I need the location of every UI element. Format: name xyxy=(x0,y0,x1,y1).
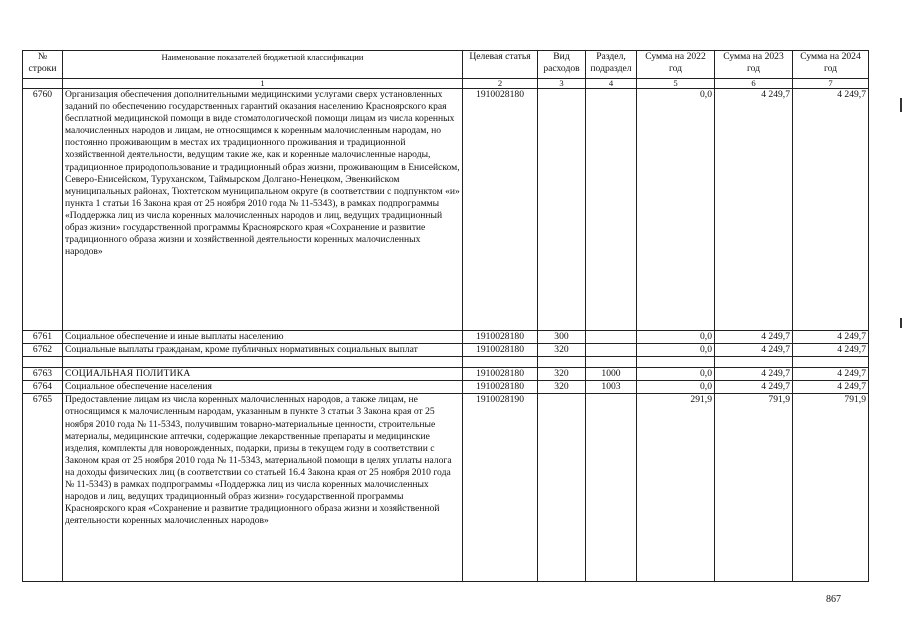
row-section xyxy=(586,394,637,582)
row-sum-2022: 0,0 xyxy=(637,331,715,344)
row-target: 1910028180 xyxy=(463,331,538,344)
header-row xyxy=(23,51,869,79)
header-type: Вид расходов xyxy=(538,51,586,79)
row-sum-2022: 0,0 xyxy=(637,368,715,381)
column-number: 4 xyxy=(586,79,637,89)
row-name: Социальное обеспечение и иные выплаты населению xyxy=(63,331,463,344)
row-type: 320 xyxy=(538,344,586,357)
row-num: 6764 xyxy=(23,381,63,394)
row-sum-2023: 4 249,7 xyxy=(715,368,793,381)
header-section: Раздел, подраздел xyxy=(586,51,637,79)
row-section: 1000 xyxy=(586,368,637,381)
row-name: Организация обеспечения дополнительными медицинскими услугами сверх установленных заданий по обеспечению государственных гарантий оказания населению Красноярского края бесплатной медицинской помощи в виде стоматологической помощи лицам из числа коренных малочисленных народов и лицам, не относящимся к коренным малочисленным народам, но постоянно проживающим в местах их традиционного проживания и традиционной хозяйственной деятельности, ведущим такие же, как и коренные малочисленные народы, традиционное природопользование и традиционный образ жизни, проживающим в Енисейском, Северо-Енисейском, Туруханском, Таймырском Долгано-Ненецком, Эвенкийском муниципальных районах, Тюхтетском муниципальном округе (в соответствии с подпунктом «и» пункта 1 статьи 16 Закона края от 25 ноября 2010 года № 11-5343), в рамках подпрограммы «Поддержка лиц из числа коренных малочисленных народов и лиц, ведущих традиционный образ жизни» государственной программы Красноярского края «Сохранение и развитие традиционного образа жизни и хозяйственной деятельности коренных малочисленных народов» xyxy=(63,89,463,331)
row-sum-2024: 4 249,7 xyxy=(793,331,869,344)
table-row xyxy=(23,368,869,381)
spacer-cell xyxy=(586,357,637,368)
header-sum-2024: Сумма на 2024 год xyxy=(793,51,869,79)
row-target: 1910028190 xyxy=(463,394,538,582)
column-number-blank xyxy=(23,79,63,89)
spacer-cell xyxy=(63,357,463,368)
row-target: 1910028180 xyxy=(463,344,538,357)
row-section xyxy=(586,331,637,344)
row-target: 1910028180 xyxy=(463,89,538,331)
column-number: 2 xyxy=(463,79,538,89)
row-type: 300 xyxy=(538,331,586,344)
budget-table xyxy=(22,50,869,582)
column-number: 3 xyxy=(538,79,586,89)
row-type xyxy=(538,89,586,331)
row-sum-2024: 4 249,7 xyxy=(793,344,869,357)
spacer-cell xyxy=(715,357,793,368)
row-num: 6762 xyxy=(23,344,63,357)
row-num: 6761 xyxy=(23,331,63,344)
row-name: Предоставление лицам из числа коренных малочисленных народов, а также лицам, не относящимся к малочисленным народам, указанным в пункте 3 статьи 3 Закона края от 25 ноября 2010 года № 11-5343, получившим товарно-материальные ценности, строительные материалы, медицинские аптечки, содержащие лекарственные препараты и медицинские изделия, комплекты для новорожденных, подарки, призы в текущем году в соответствии с Законом края от 25 ноября 2010 года № 11-5343, материальной помощи в целях уплаты налога на доходы физических лиц (в соответствии со статьей 16.4 Закона края от 25 ноября 2010 года № 11-5343) в рамках подпрограммы «Поддержка лиц из числа коренных малочисленных народов и лиц, ведущих традиционный образ жизни» государственной программы Красноярского края «Сохранение и развитие традиционного образа жизни и хозяйственной деятельности коренных малочисленных народов» xyxy=(63,394,463,582)
row-sum-2023: 791,9 xyxy=(715,394,793,582)
row-target: 1910028180 xyxy=(463,381,538,394)
table-row xyxy=(23,344,869,357)
row-target: 1910028180 xyxy=(463,368,538,381)
row-sum-2023: 4 249,7 xyxy=(715,381,793,394)
row-type: 320 xyxy=(538,368,586,381)
row-sum-2023: 4 249,7 xyxy=(715,331,793,344)
header-name: Наименование показателей бюджетной классификации xyxy=(63,51,463,79)
spacer-cell xyxy=(463,357,538,368)
row-type: 320 xyxy=(538,381,586,394)
row-section: 1003 xyxy=(586,381,637,394)
table-row xyxy=(23,394,869,582)
spacer-cell xyxy=(637,357,715,368)
header-num: № строки xyxy=(23,51,63,79)
spacer-cell xyxy=(23,357,63,368)
row-sum-2024: 4 249,7 xyxy=(793,368,869,381)
row-name: Социальное обеспечение населения xyxy=(63,381,463,394)
spacer-cell xyxy=(793,357,869,368)
row-sum-2022: 0,0 xyxy=(637,344,715,357)
row-sum-2024: 4 249,7 xyxy=(793,89,869,331)
row-sum-2023: 4 249,7 xyxy=(715,344,793,357)
row-section xyxy=(586,89,637,331)
spacer-row xyxy=(23,357,869,368)
header-sum-2023: Сумма на 2023 год xyxy=(715,51,793,79)
row-sum-2024: 4 249,7 xyxy=(793,381,869,394)
spacer-cell xyxy=(538,357,586,368)
row-num: 6760 xyxy=(23,89,63,331)
page-number: 867 xyxy=(826,594,841,605)
row-section xyxy=(586,344,637,357)
row-num: 6763 xyxy=(23,368,63,381)
table-row xyxy=(23,89,869,331)
row-sum-2022: 291,9 xyxy=(637,394,715,582)
row-name: Социальные выплаты гражданам, кроме публичных нормативных социальных выплат xyxy=(63,344,463,357)
column-number: 6 xyxy=(715,79,793,89)
column-number-row xyxy=(23,79,869,89)
header-sum-2022: Сумма на 2022 год xyxy=(637,51,715,79)
scan-edge-mark xyxy=(900,98,902,112)
row-sum-2024: 791,9 xyxy=(793,394,869,582)
column-number: 7 xyxy=(793,79,869,89)
row-name: СОЦИАЛЬНАЯ ПОЛИТИКА xyxy=(63,368,463,381)
scan-edge-mark xyxy=(900,318,902,328)
row-sum-2022: 0,0 xyxy=(637,381,715,394)
table-row xyxy=(23,381,869,394)
row-sum-2023: 4 249,7 xyxy=(715,89,793,331)
column-number: 5 xyxy=(637,79,715,89)
row-type xyxy=(538,394,586,582)
row-sum-2022: 0,0 xyxy=(637,89,715,331)
table-row xyxy=(23,331,869,344)
column-number: 1 xyxy=(63,79,463,89)
header-target: Целевая статья xyxy=(463,51,538,79)
row-num: 6765 xyxy=(23,394,63,582)
